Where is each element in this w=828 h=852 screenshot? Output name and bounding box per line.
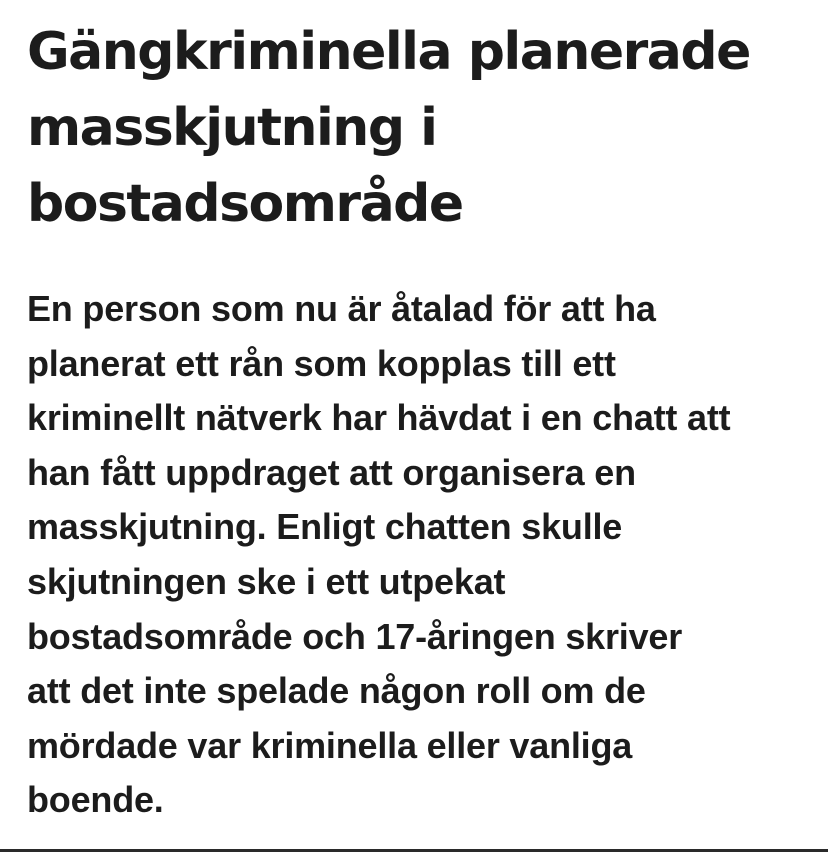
- lead-line: masskjutning. Enligt chatten skulle: [27, 506, 623, 548]
- lead-line: En person som nu är åtalad för att ha: [27, 288, 656, 329]
- lead-line: bostadsområde och 17-åringen skriver: [27, 615, 683, 657]
- lead-line: han fått uppdraget att organisera en: [27, 451, 636, 493]
- headline-line: masskjutning i: [27, 98, 437, 158]
- article: [27, 14, 817, 821]
- headline: [27, 14, 817, 242]
- lead-line: planerat ett rån som kopplas till ett: [27, 342, 616, 384]
- lead-line: kriminellt nätverk har hävdat i en chatt att: [27, 397, 731, 439]
- headline-line: bostadsområde: [27, 174, 463, 234]
- lead-line: boende.: [27, 779, 164, 821]
- headline-line: Gängkriminella planerade: [27, 22, 750, 82]
- lead-paragraph: [27, 282, 730, 828]
- lead-line: mördade var kriminella eller vanliga: [27, 724, 633, 766]
- lead-line: skjutningen ske i ett utpekat: [27, 560, 506, 602]
- lead-line: att det inte spelade någon roll om de: [27, 670, 646, 712]
